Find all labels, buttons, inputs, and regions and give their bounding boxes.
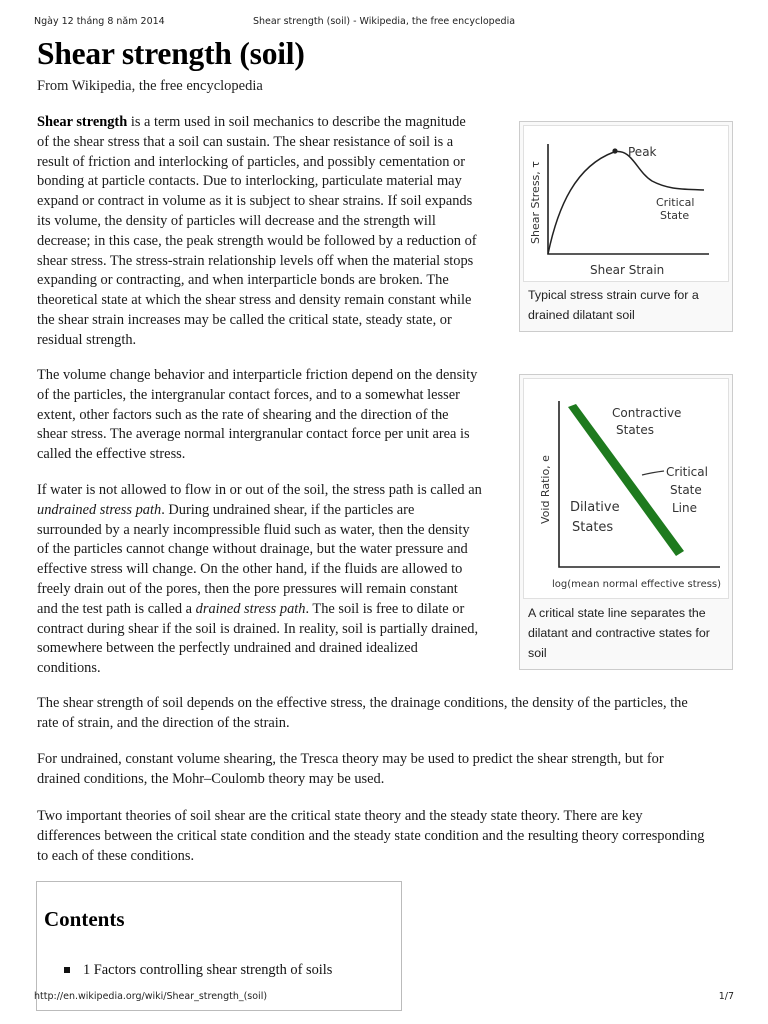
peak-marker xyxy=(612,148,617,153)
critical-state-label-2: State xyxy=(660,209,690,222)
csl-label-3: Line xyxy=(672,501,698,515)
print-page-number: 1/7 xyxy=(718,991,734,1002)
toc-item-factors[interactable]: 1 Factors controlling shear strength of soils xyxy=(83,962,333,978)
print-header xyxy=(34,16,734,30)
print-url: http://en.wikipedia.org/wiki/Shear_strength_(soil) xyxy=(34,991,268,1002)
shear-strain-axis-label: Shear Strain xyxy=(590,263,665,277)
page-subtitle: From Wikipedia, the free encyclopedia xyxy=(37,78,263,94)
paragraph-dependence: The shear strength of soil depends on the effective stress, the drainage conditions, the density of the particles, the rate of strain, and the direction of the strain. xyxy=(37,695,688,731)
figure-critical-state-line xyxy=(519,374,733,670)
void-ratio-axis-label: Void Ratio, e xyxy=(539,455,552,524)
term-undrained-stress-path: undrained stress path xyxy=(37,501,162,518)
figure-stress-strain-caption: Typical stress strain curve for a drained dilatant soil xyxy=(528,288,699,322)
csl-pointer xyxy=(642,471,664,475)
page-title: Shear strength (soil) xyxy=(37,36,305,71)
critical-state-image[interactable] xyxy=(523,378,729,599)
dilative-label-1: Dilative xyxy=(570,500,620,515)
figure-critical-state-caption: A critical state line separates the dilatant and contractive states for soil xyxy=(528,606,710,660)
contractive-label-2: States xyxy=(616,423,655,437)
peak-label: Peak xyxy=(628,145,657,159)
paragraph-critical-steady: Two important theories of soil shear are the critical state theory and the steady state theory. There are key differences between the critical state condition and the steady state condition and the resulting theory corresponding to each of these conditions. xyxy=(37,808,705,864)
contractive-label-1: Contractive xyxy=(612,406,682,420)
csl-label-1: Critical xyxy=(666,465,708,479)
log-stress-axis-label: log(mean normal effective stress) xyxy=(552,579,722,590)
toc-bullet xyxy=(64,967,70,973)
critical-state-diagram xyxy=(524,379,728,598)
print-date: Ngày 12 tháng 8 năm 2014 xyxy=(34,16,165,27)
paragraph-stress-path: If water is not allowed to flow in or out of the soil, the stress path is called an undrained stress path. During undrained shear, if the particles are surrounded by a nearly incompressible fluid such as water, then the density of the particles cannot change without drainage, but the water pressure and effective stress will change. On the other hand, if the fluids are allowed to freely drain out of the pores, then the pore pressures will remain constant and the test path is called a drained stress path. The soil is free to dilate or contract during shear if the soil is drained. In reality, soil is partially drained, somewhere between the perfectly undrained and drained idealized conditions. xyxy=(37,482,482,677)
term-shear-strength: Shear strength xyxy=(37,114,128,130)
shear-stress-axis-label: Shear Stress, τ xyxy=(529,161,542,244)
csl-label-2: State xyxy=(670,483,702,497)
paragraph-intro: Shear strength is a term used in soil mechanics to describe the magnitude of the shear stress that a soil can sustain. The shear resistance of soil is a result of friction and interlocking of particles, and possibly cementation or bonding at particle contacts. Due to interlocking, particulate material may expand or contract in volume as it is subject to shear strains. If soil expands its volume, the density of particles will decrease and the strength will decrease; in this case, the peak strength would be followed by a reduction of shear stress. The stress-strain relationship levels off when the material stops expanding or contracting, and when interparticle bonds are broken. The theoretical state at which the shear stress and density remain constant while the shear strain increases may be called the critical state, steady state, or residual strength. xyxy=(37,114,477,348)
dilative-label-2: States xyxy=(572,520,614,535)
paragraph-effective-stress: The volume change behavior and interparticle friction depend on the density of the particles, the intergranular contact forces, and to a somewhat lesser extent, other factors such as the rate of shearing and the direction of the shear stress. The average normal intergranular contact force per unit area is called the effective stress. xyxy=(37,367,478,463)
term-drained-stress-path: drained stress path xyxy=(195,600,306,617)
stress-strain-diagram xyxy=(524,126,728,281)
critical-state-label-1: Critical xyxy=(656,196,695,209)
toc-title: Contents xyxy=(44,907,125,931)
figure-stress-strain xyxy=(519,121,733,332)
paragraph-theories: For undrained, constant volume shearing, the Tresca theory may be used to predict the shear strength, but for drained conditions, the Mohr–Coulomb theory may be used. xyxy=(37,751,664,787)
print-footer xyxy=(34,991,734,1005)
stress-strain-image[interactable] xyxy=(523,125,729,282)
print-page-title: Shear strength (soil) - Wikipedia, the free encyclopedia xyxy=(252,16,516,27)
